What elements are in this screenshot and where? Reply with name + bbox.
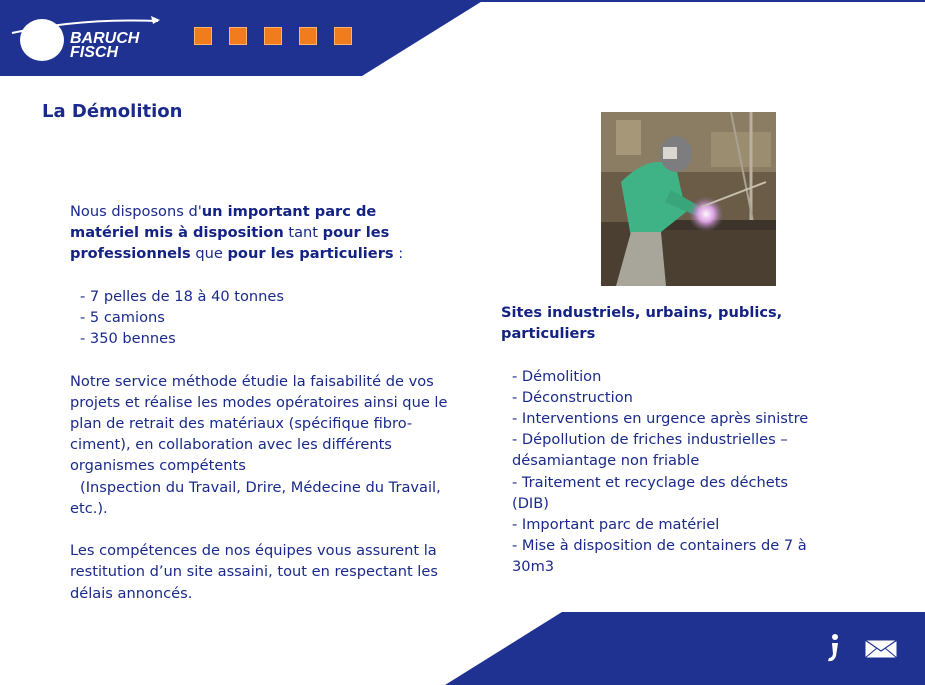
list-item: - Interventions en urgence après sinistre	[512, 410, 809, 427]
welder-photo	[601, 112, 776, 286]
mail-icon[interactable]	[864, 639, 898, 659]
intro-paragraph: Nous disposons d'un important parc de matériel mis à disposition tant pour les professionnels que pour les particuliers :	[70, 203, 404, 263]
conclusion-paragraph: Les compétences de nos équipes vous assurent la restitution d’un site assaini, tout en respectant les délais annoncés.	[70, 542, 438, 602]
info-icon[interactable]	[824, 633, 844, 663]
services-list	[501, 366, 821, 578]
list-item: - Déconstruction	[512, 388, 633, 406]
equipment-item: - 7 pelles de 18 à 40 tonnes	[80, 287, 285, 305]
nav-square-4[interactable]	[299, 27, 317, 45]
right-heading: Sites industriels, urbains, publics, particuliers	[501, 304, 783, 343]
logo-line2: FISCH	[70, 44, 118, 61]
logo-line1: BARUCH	[70, 30, 140, 47]
list-item: - Mise à disposition de containers de 7 à 30m3	[512, 537, 807, 576]
left-column	[70, 201, 450, 604]
nav-square-3[interactable]	[264, 27, 282, 45]
nav-squares	[194, 27, 352, 45]
equipment-item: - 350 bennes	[80, 330, 176, 348]
header-rule	[470, 0, 925, 2]
nav-square-1[interactable]	[194, 27, 212, 45]
equipment-list	[70, 286, 450, 350]
page-title: La Démolition	[42, 101, 183, 122]
equipment-item: - 5 camions	[80, 309, 165, 326]
footer-band	[445, 612, 925, 685]
baruch-fisch-logo[interactable]	[10, 14, 170, 64]
nav-square-2[interactable]	[229, 27, 247, 45]
list-item: - Démolition	[512, 367, 602, 385]
list-item: - Dépollution de friches industrielles – désamiantage non friable	[512, 431, 788, 470]
list-item: - Traitement et recyclage des déchets (DIB)	[512, 473, 789, 512]
method-paragraph: Notre service méthode étudie la faisabilité de vos projets et réalise les modes opératoires ainsi que le plan de retrait des matériaux (spécifique fibro-ciment), en collaboration avec les différents organismes compétents (Inspection du Travail, Drire, Médecine du Travail, etc.).	[70, 372, 448, 517]
right-column	[501, 302, 821, 578]
nav-square-5[interactable]	[334, 27, 352, 45]
list-item: - Important parc de matériel	[512, 516, 720, 534]
